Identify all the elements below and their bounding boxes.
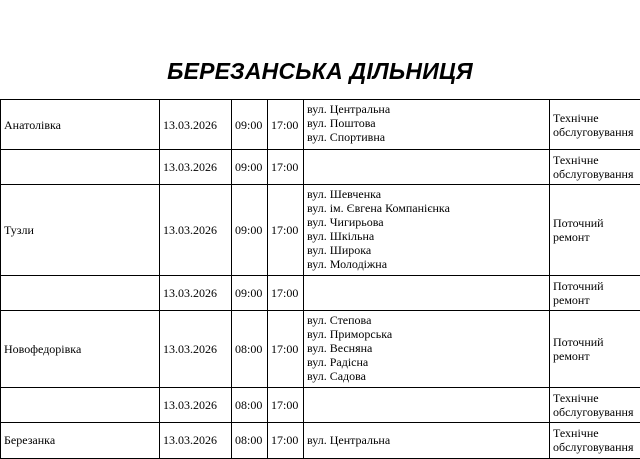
work-type-line: ремонт — [553, 349, 637, 363]
work-type-line: Технічне — [553, 426, 637, 440]
village-cell — [1, 276, 160, 311]
streets-cell — [304, 100, 550, 150]
start-time-cell: 08:00 — [232, 311, 268, 388]
date-cell: 13.03.2026 — [160, 388, 232, 423]
work-type-line: Технічне — [553, 391, 637, 405]
work-type-line: Поточний — [553, 335, 637, 349]
street-name: вул. ім. Євгена Компанієнка — [307, 201, 546, 215]
end-time-cell: 17:00 — [268, 150, 304, 185]
streets-cell — [304, 311, 550, 388]
village-cell — [1, 388, 160, 423]
work-type-cell — [550, 311, 640, 388]
end-time-cell: 17:00 — [268, 185, 304, 276]
street-name: вул. Поштова — [307, 116, 546, 130]
work-type-line: Технічне — [553, 111, 637, 125]
street-name: вул. Весняна — [307, 341, 546, 355]
page-title: БЕРЕЗАНСЬКА ДІЛЬНИЦЯ — [0, 56, 640, 86]
date-cell: 13.03.2026 — [160, 311, 232, 388]
street-name: вул. Приморська — [307, 327, 546, 341]
table-row — [1, 185, 640, 276]
date-cell: 13.03.2026 — [160, 100, 232, 150]
start-time-cell: 08:00 — [232, 388, 268, 423]
work-type-cell — [550, 100, 640, 150]
work-type-cell — [550, 423, 640, 459]
work-type-line: Поточний — [553, 279, 637, 293]
street-name: вул. Степова — [307, 313, 546, 327]
village-cell: Новофедорівка — [1, 311, 160, 388]
work-type-line: Технічне — [553, 153, 637, 167]
work-type-line: ремонт — [553, 293, 637, 307]
streets-cell — [304, 388, 550, 423]
end-time-cell: 17:00 — [268, 423, 304, 459]
street-name: вул. Молодіжна — [307, 257, 546, 271]
streets-cell — [304, 150, 550, 185]
village-cell: Березанка — [1, 423, 160, 459]
start-time-cell: 09:00 — [232, 100, 268, 150]
work-type-cell — [550, 150, 640, 185]
start-time-cell: 08:00 — [232, 423, 268, 459]
work-type-line: обслуговування — [553, 440, 637, 454]
streets-cell — [304, 423, 550, 459]
table-row — [1, 388, 640, 423]
date-cell: 13.03.2026 — [160, 423, 232, 459]
start-time-cell: 09:00 — [232, 276, 268, 311]
table-row — [1, 276, 640, 311]
table-row — [1, 311, 640, 388]
work-type-line: Поточний — [553, 216, 637, 230]
table-row — [1, 423, 640, 459]
end-time-cell: 17:00 — [268, 388, 304, 423]
street-name: вул. Садова — [307, 369, 546, 383]
end-time-cell: 17:00 — [268, 276, 304, 311]
streets-cell — [304, 276, 550, 311]
start-time-cell: 09:00 — [232, 150, 268, 185]
work-type-line: обслуговування — [553, 405, 637, 419]
work-type-line: обслуговування — [553, 125, 637, 139]
streets-cell — [304, 185, 550, 276]
street-name: вул. Шкільна — [307, 229, 546, 243]
street-name: вул. Радісна — [307, 355, 546, 369]
street-name: вул. Центральна — [307, 102, 546, 116]
village-cell: Анатолівка — [1, 100, 160, 150]
village-cell — [1, 150, 160, 185]
date-cell: 13.03.2026 — [160, 185, 232, 276]
street-name: вул. Центральна — [307, 433, 546, 447]
work-type-cell — [550, 276, 640, 311]
end-time-cell: 17:00 — [268, 100, 304, 150]
date-cell: 13.03.2026 — [160, 276, 232, 311]
work-type-cell — [550, 388, 640, 423]
end-time-cell: 17:00 — [268, 311, 304, 388]
street-name: вул. Чигирьова — [307, 215, 546, 229]
work-type-line: обслуговування — [553, 167, 637, 181]
date-cell: 13.03.2026 — [160, 150, 232, 185]
table-row — [1, 150, 640, 185]
street-name: вул. Широка — [307, 243, 546, 257]
work-type-cell — [550, 185, 640, 276]
table-row — [1, 100, 640, 150]
street-name: вул. Шевченка — [307, 187, 546, 201]
work-type-line: ремонт — [553, 230, 637, 244]
outage-schedule-table — [0, 99, 640, 459]
street-name: вул. Спортивна — [307, 130, 546, 144]
start-time-cell: 09:00 — [232, 185, 268, 276]
village-cell: Тузли — [1, 185, 160, 276]
